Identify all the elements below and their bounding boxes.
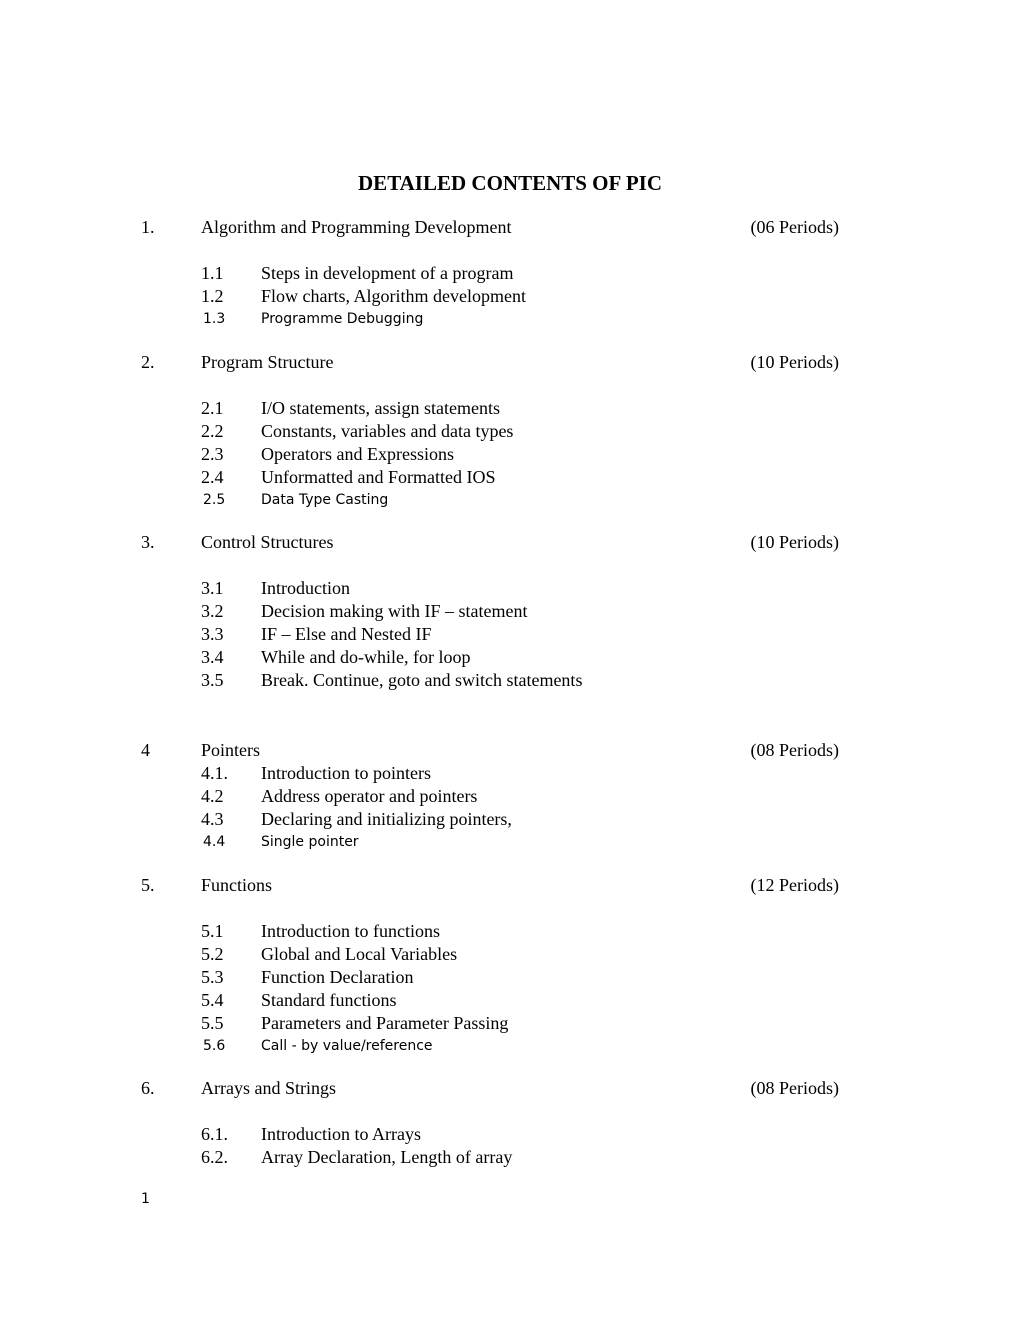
item-number: 5.2	[201, 944, 224, 964]
section-periods: (10 Periods)	[750, 352, 839, 372]
item-text: Call - by value/reference	[261, 1038, 433, 1054]
item-number: 6.1.	[201, 1124, 228, 1144]
item-number: 2.2	[201, 421, 224, 441]
section-title: Arrays and Strings	[201, 1078, 336, 1098]
item-text: Data Type Casting	[261, 492, 389, 508]
item-text: Address operator and pointers	[261, 786, 478, 806]
item-number: 1.3	[203, 311, 226, 327]
item-text: Constants, variables and data types	[261, 421, 514, 441]
section-periods: (08 Periods)	[750, 1078, 839, 1098]
section-periods: (12 Periods)	[750, 875, 839, 895]
item-text: Single pointer	[261, 834, 359, 850]
item-number: 5.4	[201, 990, 224, 1010]
item-text: Function Declaration	[261, 967, 414, 987]
section-title: Program Structure	[201, 352, 334, 372]
item-number: 5.5	[201, 1013, 224, 1033]
item-text: Unformatted and Formatted IOS	[261, 467, 496, 487]
item-number: 4.4	[203, 834, 226, 850]
page-title: DETAILED CONTENTS OF PIC	[358, 171, 662, 195]
item-number: 4.1.	[201, 763, 228, 783]
item-text: Decision making with IF – statement	[261, 601, 528, 621]
item-text: Declaring and initializing pointers,	[261, 809, 512, 829]
item-text: Parameters and Parameter Passing	[261, 1013, 509, 1033]
item-number: 2.1	[201, 398, 224, 418]
item-text: Introduction to functions	[261, 921, 440, 941]
item-number: 6.2.	[201, 1147, 228, 1167]
item-text: Steps in development of a program	[261, 263, 514, 283]
section-title: Pointers	[201, 740, 261, 760]
item-text: I/O statements, assign statements	[261, 398, 500, 418]
page-number: 1	[141, 1191, 150, 1207]
item-number: 2.3	[201, 444, 224, 464]
section-number: 4	[141, 740, 150, 760]
section-title: Functions	[201, 875, 273, 895]
item-text: IF – Else and Nested IF	[261, 624, 432, 644]
item-number: 3.1	[201, 578, 224, 598]
item-number: 5.6	[203, 1038, 226, 1054]
item-number: 3.4	[201, 647, 224, 667]
item-number: 3.2	[201, 601, 224, 621]
section-title: Algorithm and Programming Development	[201, 217, 512, 237]
item-text: Global and Local Variables	[261, 944, 458, 964]
item-number: 1.2	[201, 286, 224, 306]
item-text: Programme Debugging	[261, 311, 424, 327]
item-number: 4.3	[201, 809, 224, 829]
section-periods: (06 Periods)	[750, 217, 839, 237]
section-number: 6.	[141, 1078, 155, 1098]
item-text: Operators and Expressions	[261, 444, 454, 464]
section-title: Control Structures	[201, 532, 334, 552]
item-text: Standard functions	[261, 990, 397, 1010]
item-text: Introduction to Arrays	[261, 1124, 421, 1144]
item-number: 2.5	[203, 492, 226, 508]
item-text: Introduction	[261, 578, 350, 598]
item-number: 1.1	[201, 263, 224, 283]
item-number: 2.4	[201, 467, 224, 487]
item-text: Introduction to pointers	[261, 763, 431, 783]
item-text: Array Declaration, Length of array	[261, 1147, 513, 1167]
item-number: 3.3	[201, 624, 224, 644]
item-text: While and do-while, for loop	[261, 647, 471, 667]
item-number: 4.2	[201, 786, 224, 806]
item-number: 5.3	[201, 967, 224, 987]
section-periods: (10 Periods)	[750, 532, 839, 552]
section-periods: (08 Periods)	[750, 740, 839, 760]
section-number: 2.	[141, 352, 155, 372]
item-text: Break. Continue, goto and switch statements	[261, 670, 583, 690]
item-text: Flow charts, Algorithm development	[261, 286, 526, 306]
section-number: 3.	[141, 532, 155, 552]
section-number: 1.	[141, 217, 155, 237]
item-number: 5.1	[201, 921, 224, 941]
section-number: 5.	[141, 875, 155, 895]
item-number: 3.5	[201, 670, 224, 690]
